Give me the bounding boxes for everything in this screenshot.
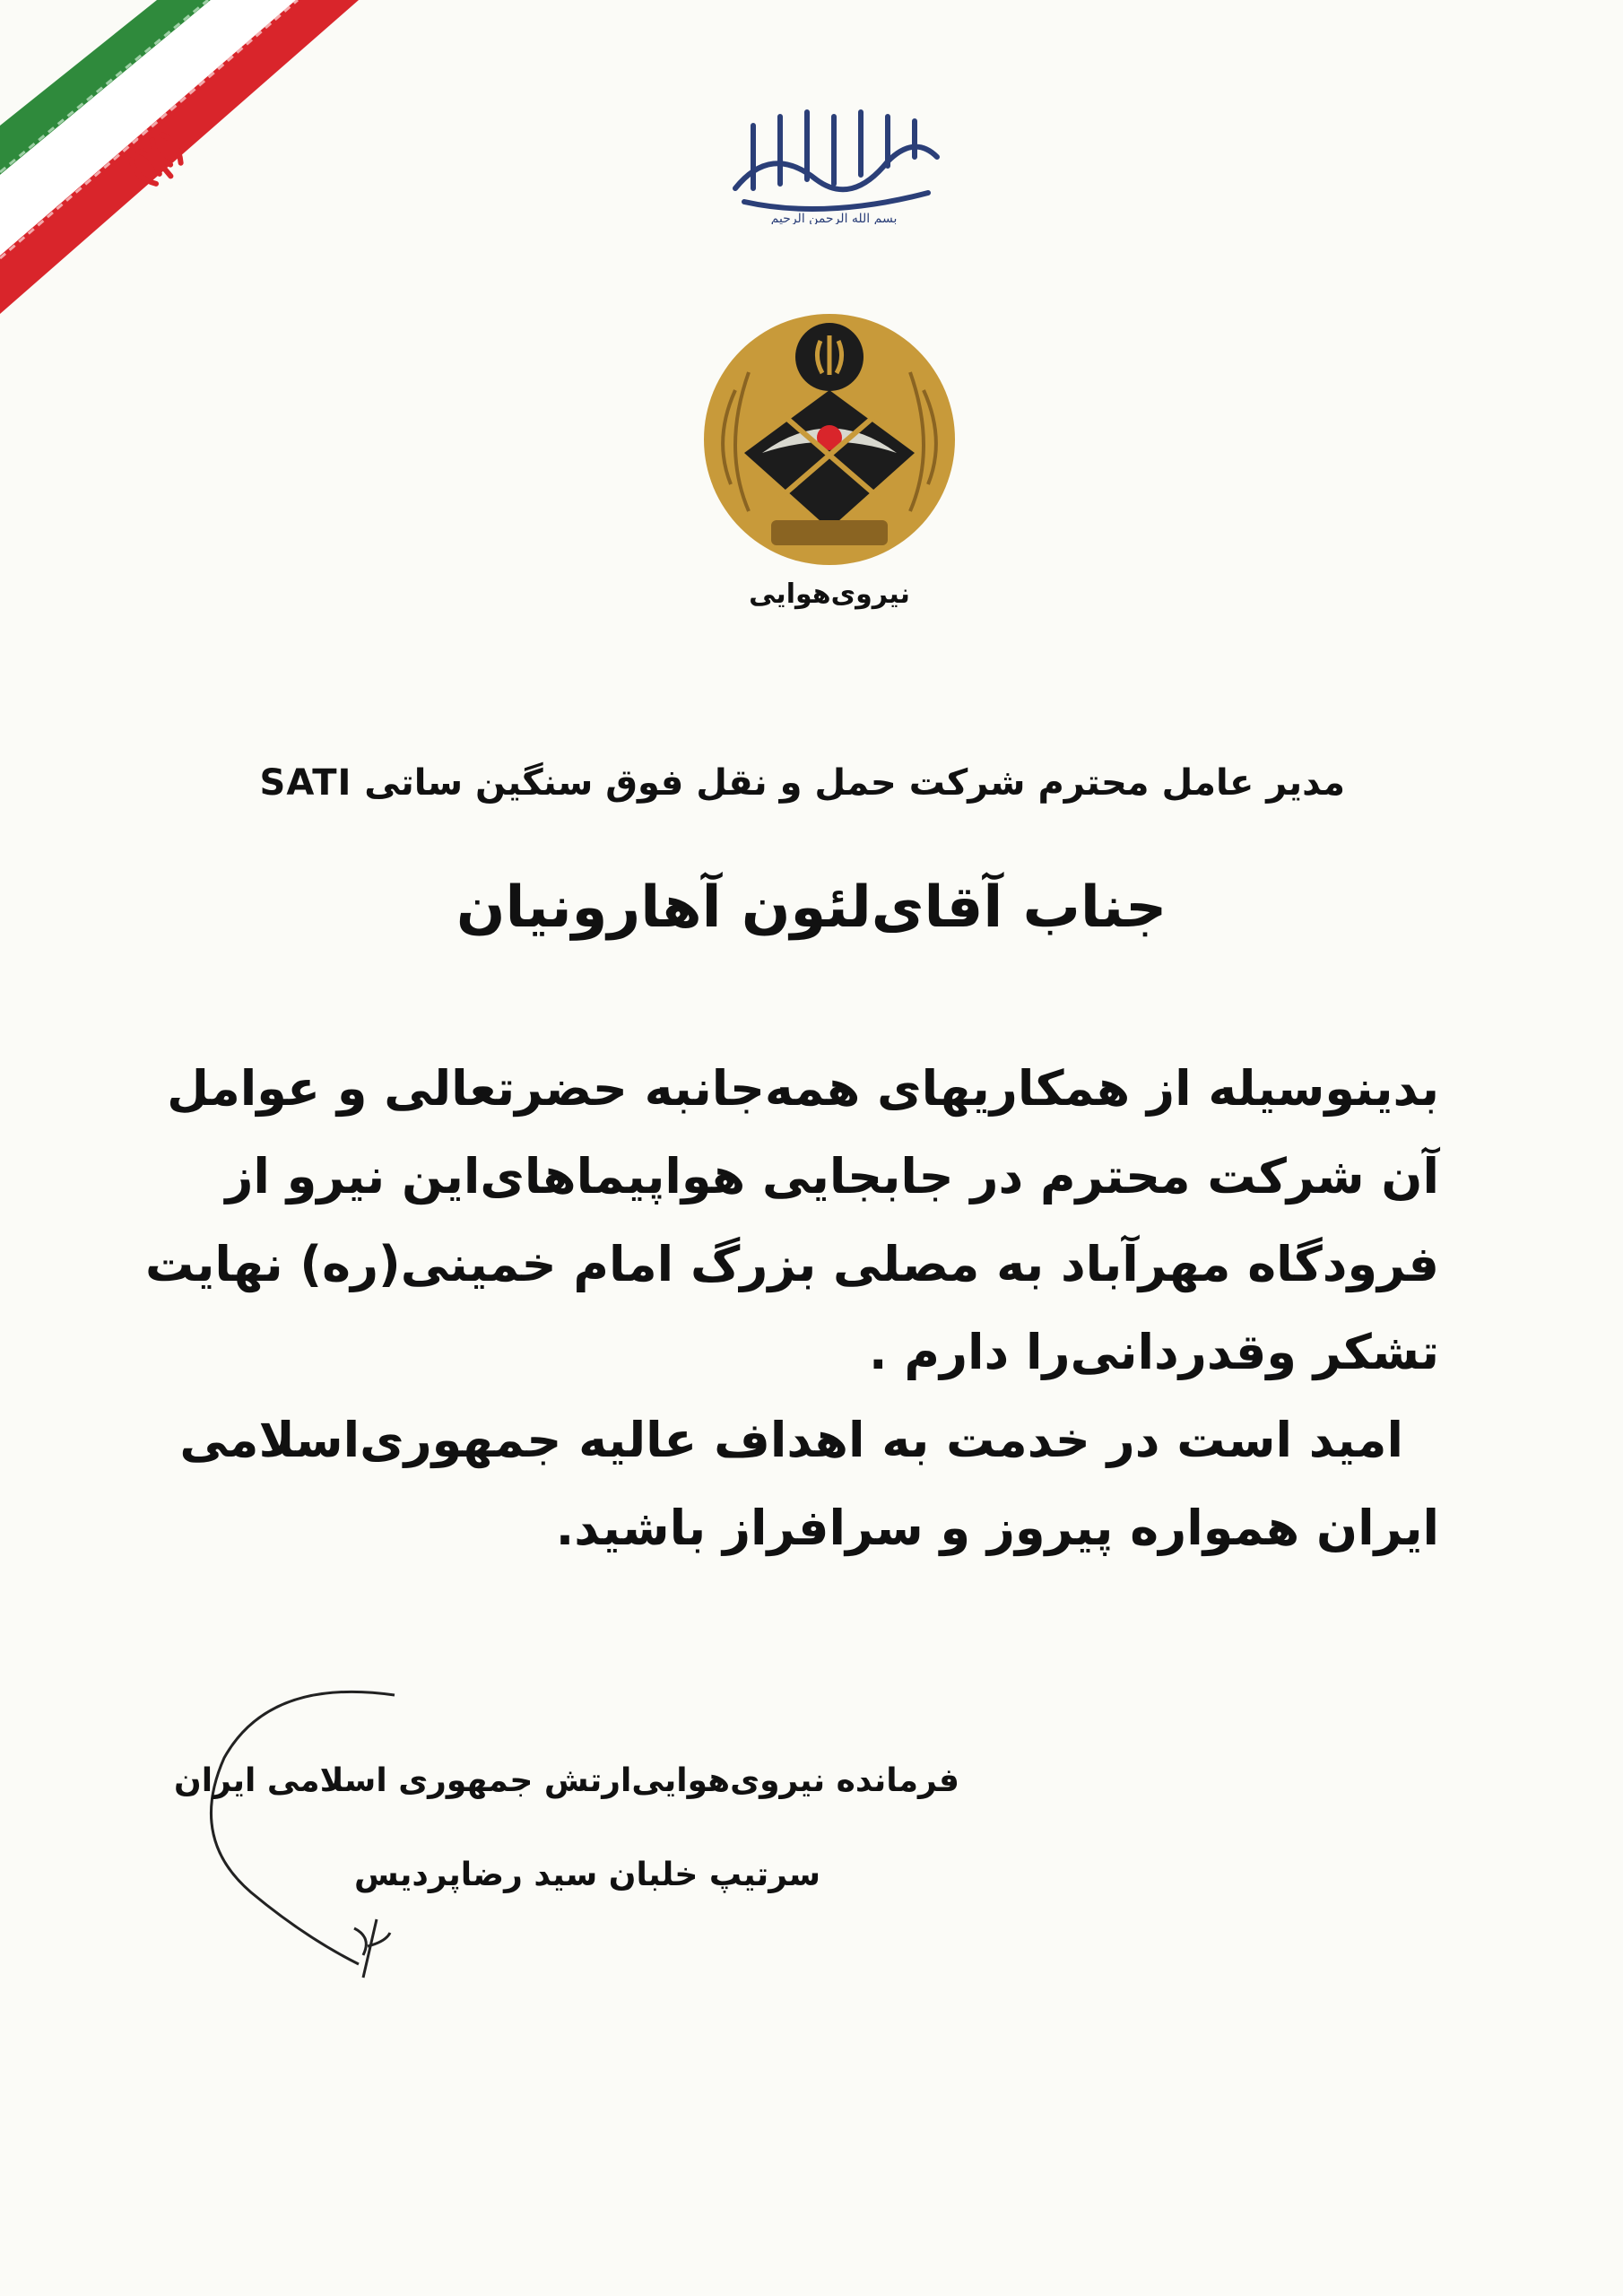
body-line: آن شرکت محترم در جابجایی هواپیماهای‌این نیرو از — [225, 1148, 1439, 1205]
signature-mark-icon — [345, 1910, 399, 1982]
basmala-text: بسم الله الرحمن الرحیم — [770, 212, 898, 224]
addressee-line: مدیر عامل محترم شرکت حمل و نقل فوق سنگین ساتی SATI — [259, 762, 1345, 804]
signatory-title: فرمانده نیروی‌هوایی‌ارتش جمهوری اسلامی ایران — [174, 1762, 959, 1799]
emblem-caption: نیروی‌هوایی — [749, 578, 910, 610]
flag-ribbon-icon — [0, 0, 502, 466]
letter-body — [144, 1045, 1439, 1572]
air-force-emblem — [695, 305, 964, 574]
body-line: تشکر وقدردانی‌را دارم . — [869, 1324, 1439, 1380]
body-line: فرودگاه مهرآباد به مصلی بزرگ امام خمینی(ره) نهایت — [144, 1236, 1439, 1292]
body-line: ایران همواره پیروز و سرافراز باشید. — [555, 1500, 1439, 1556]
basmala-calligraphy — [717, 90, 950, 224]
signatory-name: سرتیپ خلبان سید رضاپردیس — [353, 1857, 820, 1893]
salutation: جناب آقای‌لئون آهارونیان — [456, 874, 1167, 941]
body-line: امید است در خدمت به اهداف عالیه جمهوری‌اسلامی — [179, 1412, 1403, 1468]
body-line: بدینوسیله از همکاریهای همه‌جانبه حضرتعالی و عوامل — [167, 1060, 1439, 1117]
